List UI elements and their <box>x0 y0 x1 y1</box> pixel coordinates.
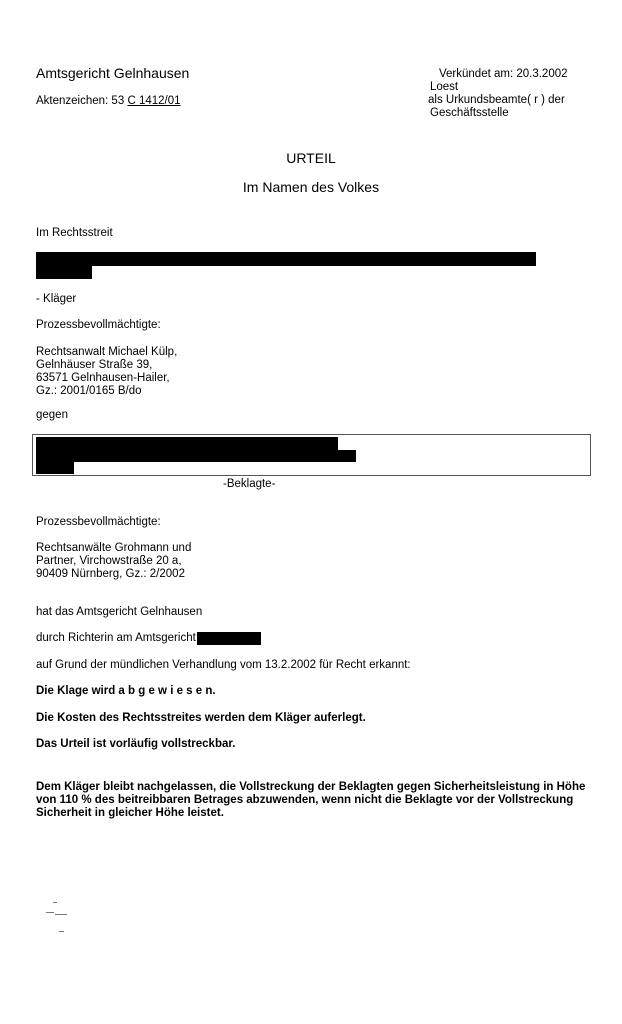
security-clause-line: Sicherheit in gleicher Höhe leistet. <box>36 807 224 819</box>
scan-speck <box>59 931 64 932</box>
clerk-office: Geschäftsstelle <box>430 107 509 119</box>
security-clause-line: von 110 % des beitreibbaren Betrages abzuwenden, wenn nicht die Beklagte vor der Vollstreckung <box>36 794 574 806</box>
redaction-bar <box>197 632 261 645</box>
redaction-bar <box>36 266 92 279</box>
clerk-name: Loest <box>430 81 459 93</box>
verdict-item: Die Klage wird a b g e w i e s e n. <box>36 685 216 697</box>
scan-speck <box>53 902 57 903</box>
clerk-role: als Urkundsbeamte( r ) der <box>428 94 565 106</box>
versus-label: gegen <box>36 409 68 421</box>
plaintiff-counsel-line: Rechtsanwalt Michael Külp, <box>36 346 178 358</box>
announcement-date: Verkündet am: 20.3.2002 <box>439 68 568 80</box>
plaintiff-counsel-line: Gz.: 2001/0165 B/do <box>36 385 142 397</box>
defendant-counsel-line: Partner, Virchowstraße 20 a, <box>36 555 182 567</box>
security-clause-line: Dem Kläger bleibt nachgelassen, die Vollstreckung der Beklagten gegen Sicherheitsleistung in Höhe <box>36 781 586 793</box>
plaintiff-counsel-label: Prozessbevollmächtigte: <box>36 319 161 331</box>
defendant-counsel-line: 90409 Nürnberg, Gz.: 2/2002 <box>36 568 185 580</box>
file-reference <box>36 95 181 108</box>
scan-speck <box>55 914 67 915</box>
court-line: hat das Amtsgericht Gelnhausen <box>36 606 203 618</box>
hearing-line: auf Grund der mündlichen Verhandlung vom 13.2.2002 für Recht erkannt: <box>36 659 411 671</box>
dispute-intro: Im Rechtsstreit <box>36 227 113 239</box>
file-label: Aktenzeichen: 53 <box>36 95 125 107</box>
document-subtitle: Im Namen des Volkes <box>242 179 380 195</box>
redaction-bar <box>36 437 338 450</box>
scan-speck <box>46 912 54 913</box>
defendant-counsel-line: Rechtsanwälte Grohmann und <box>36 542 192 554</box>
court-name: Amtsgericht Gelnhausen <box>36 65 190 81</box>
redaction-bar <box>36 450 356 462</box>
plaintiff-counsel-line: Gelnhäuser Straße 39, <box>36 359 153 371</box>
redaction-bar <box>36 252 536 266</box>
judge-line: durch Richterin am Amtsgericht <box>36 632 196 644</box>
redaction-bar <box>36 462 74 474</box>
defendant-label: -Beklagte- <box>223 478 276 490</box>
verdict-item: Die Kosten des Rechtsstreites werden dem Kläger auferlegt. <box>36 712 366 724</box>
document-title: URTEIL <box>286 150 336 166</box>
defendant-counsel-label: Prozessbevollmächtigte: <box>36 516 161 528</box>
verdict-item: Das Urteil ist vorläufig vollstreckbar. <box>36 738 236 750</box>
plaintiff-label: - Kläger <box>36 293 77 305</box>
plaintiff-counsel-line: 63571 Gelnhausen-Hailer, <box>36 372 170 384</box>
file-number: C 1412/01 <box>127 95 181 107</box>
